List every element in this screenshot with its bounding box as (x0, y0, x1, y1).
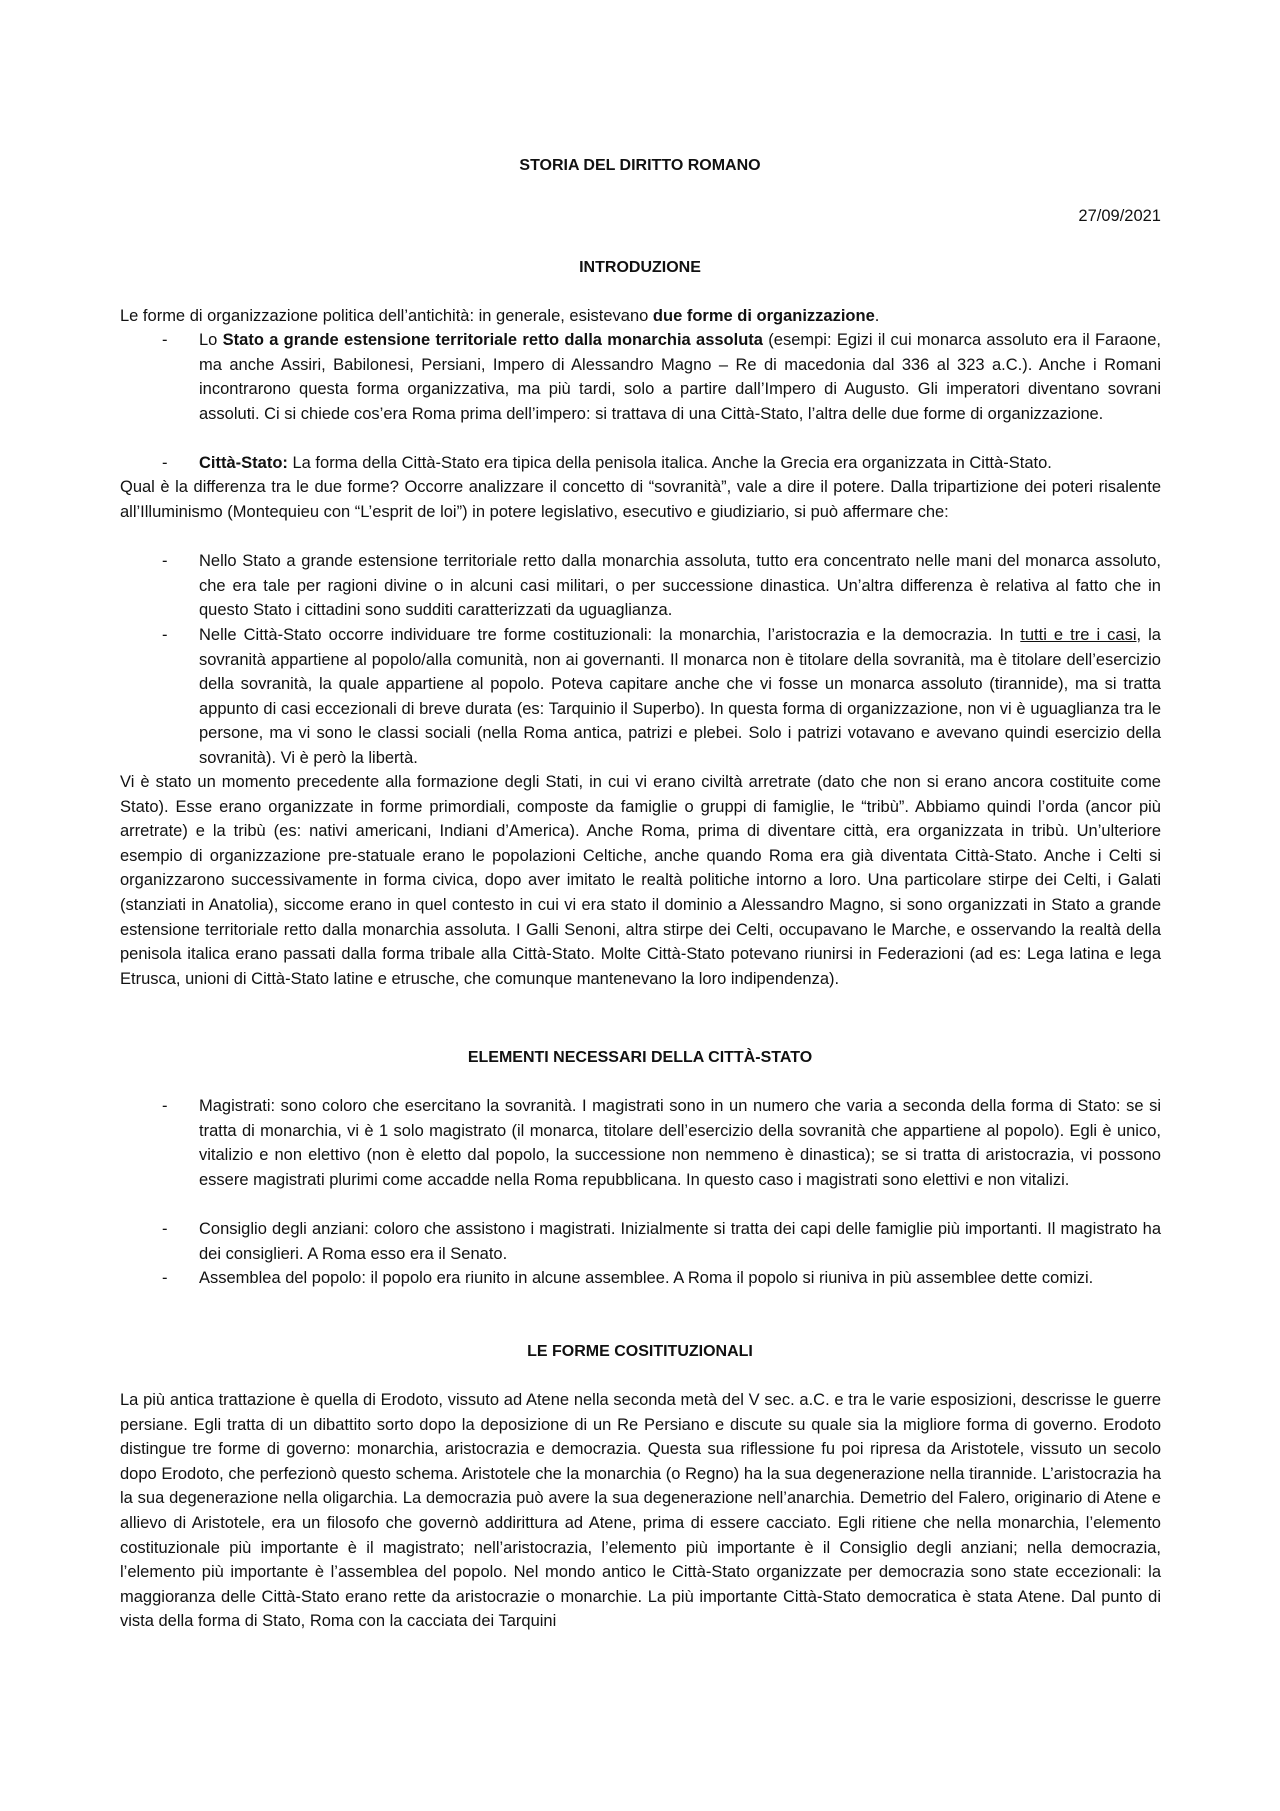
list-dash: - (162, 1269, 168, 1287)
intro-paragraph-2: Qual è la differenza tra le due forme? Occorre analizzare il concetto di “sovranità”, vale a dire il potere. Dalla tripartizione dei poteri risalente all’Illuminismo (Montequieu con “L’esprit de loi”) in potere legislativo, esecutivo e giudiziario, si può affermare che: (120, 478, 1161, 521)
item-text: Nelle Città-Stato occorre individuare tre forme costituzionali: la monarchia, l’aristocrazia e la democrazia. In (199, 626, 1021, 644)
document-date: 27/09/2021 (1078, 207, 1161, 225)
list-dash: - (162, 626, 168, 644)
intro-list-item-monarchia: Nello Stato a grande estensione territoriale retto dalla monarchia assoluta, tutto era concentrato nelle mani del monarca assoluto, che era tale per ragioni divine o in alcuni casi militari, o per successione dinastica. Un’altra differenza è relativa al fatto che in questo Stato i cittadini sono sudditi caratterizzati da uguaglianza. (199, 552, 1161, 620)
list-dash: - (162, 552, 168, 570)
elementi-item-magistrati: Magistrati: sono coloro che esercitano la sovranità. I magistrati sono in un numero che varia a seconda della forma di Stato: se si tratta di monarchia, vi è 1 solo magistrato (il monarca, titolare dell’esercizio della sovranità che appartiene al popolo). Egli è unico, vitalizio e non elettivo (non è eletto dal popolo, la successione non nemmeno è dinastica); se si tratta di aristocrazia, vi possono essere magistrati plurimi come accadde nella Roma repubblicana. In questo caso i magistrati sono elettivi e non vitalizi. (199, 1097, 1161, 1189)
intro-list-item-forme (199, 623, 1161, 771)
item-underlined: tutti e tre i casi (1020, 626, 1137, 644)
intro-p1-bold: due forme di organizzazione (652, 307, 875, 325)
document-title: STORIA DEL DIRITTO ROMANO (519, 157, 761, 174)
item-text: La forma della Città-Stato era tipica della penisola italica. Anche la Grecia era organizzata in Città-Stato. (287, 454, 1052, 472)
elementi-item-assemblea: Assemblea del popolo: il popolo era riunito in alcune assemblee. A Roma il popolo si riuniva in più assemblee dette comizi. (199, 1269, 1094, 1287)
forme-paragraph-1: La più antica trattazione è quella di Erodoto, vissuto ad Atene nella seconda metà del V sec. a.C. e tra le varie esposizioni, descrisse le guerre persiane. Egli tratta di un dibattito sorto dopo la deposizione di un Re Persiano e discute su quale sia la migliore forma di governo. Erodoto distingue tre forme di governo: monarchia, aristocrazia e democrazia. Questa sua riflessione fu poi ripresa da Aristotele, vissuto un secolo dopo Erodoto, che perfezionò questo schema. Aristotele che la monarchia (o Regno) ha la sua degenerazione nella tirannide. L’aristocrazia ha la sua degenerazione nella oligarchia. La democrazia può avere la sua degenerazione nell’anarchia. Demetrio del Falero, originario di Atene e allievo di Aristotele, era un filosofo che governò addirittura ad Atene, prima di essere cacciato. Egli ritiene che nella monarchia, l’elemento costituzionale più importante è il magistrato; nell’aristocrazia, l’elemento più importante è il Consiglio degli anziani; nella democrazia, l’elemento più importante è l’assemblea del popolo. Nel mondo antico le Città-Stato organizzate per democrazia sono state eccezionali: la maggioranza delle Città-Stato erano rette da aristocrazie o monarchie. La più importante Città-Stato democratica è stata Atene. Dal punto di vista della forma di Stato, Roma con la cacciata dei Tarquini (120, 1391, 1161, 1631)
item-bold: Stato a grande estensione territoriale retto dalla monarchia assoluta (222, 331, 763, 349)
intro-p1-text: Le forme di organizzazione politica dell’antichità: in generale, esistevano (120, 307, 653, 325)
list-dash: - (162, 1220, 168, 1238)
heading-introduzione: INTRODUZIONE (579, 259, 701, 276)
intro-paragraph-3: Vi è stato un momento precedente alla formazione degli Stati, in cui vi erano civiltà arretrate (dato che non si erano ancora costituite come Stato). Esse erano organizzate in forme primordiali, composte da famiglie o gruppi di famiglie, le “tribù”. Abbiamo quindi l’orda (ancor più arretrate) e la tribù (es: nativi americani, Indiani d’America). Anche Roma, prima di diventare città, era organizzata in tribù. Un’ulteriore esempio di organizzazione pre-statuale erano le popolazioni Celtiche, anche quando Roma era già diventata Città-Stato. Anche i Celti si organizzarono successivamente in forma civica, dopo aver imitato le realtà politiche intorno a loro. Una particolare stirpe dei Celti, i Galati (stanziati in Anatolia), siccome erano in quel contesto in cui vi era stato il dominio a Alessandro Magno, si sono organizzati in Stato a grande estensione territoriale retto dalla monarchia assoluta. I Galli Senoni, altra stirpe dei Celti, occupavano le Marche, e osservando la realtà della penisola italica erano passati dalla forma tribale alla Città-Stato. Molte Città-Stato potevano riunirsi in Federazioni (ad es: Lega latina e lega Etrusca, unioni di Città-Stato latine e etrusche, che comunque mantenevano la loro indipendenza). (120, 773, 1161, 988)
heading-elementi: ELEMENTI NECESSARI DELLA CITTÀ-STATO (467, 1049, 813, 1066)
item-text: Lo (199, 331, 223, 349)
elementi-item-consiglio: Consiglio degli anziani: coloro che assistono i magistrati. Inizialmente si tratta dei capi delle famiglie più importanti. Il magistrato ha dei consiglieri. A Roma esso era il Senato. (199, 1220, 1161, 1263)
item-text: , la sovranità appartiene al popolo/alla comunità, non ai governanti. Il monarca non è titolare della sovranità, ma è titolare dell’esercizio della sovranità, la quale appartiene al popolo. Poteva capitare anche che vi fosse un monarca assoluto (tirannide), ma si tratta appunto di casi eccezionali di breve durata (es: Tarquinio il Superbo). In questa forma di organizzazione, non vi è uguaglianza tra le persone, ma vi sono le classi sociali (nella Roma antica, patrizi e plebei. Solo i patrizi votavano e avevano quindi esercizio della sovranità). Vi è però la libertà. (199, 626, 1161, 767)
heading-forme: LE FORME COSITITUZIONALI (527, 1343, 753, 1360)
intro-p1-end: . (874, 307, 880, 325)
list-dash: - (162, 454, 168, 472)
list-dash: - (162, 331, 168, 349)
intro-paragraph-1 (120, 304, 1161, 329)
item-bold: Città-Stato: (199, 454, 288, 472)
list-dash: - (162, 1097, 168, 1115)
item-text: (esempi: Egizi il cui monarca assoluto era il Faraone, ma anche Assiri, Babilonesi, Persiani, Impero di Alessandro Magno – Re di macedonia dal 336 al 323 a.C.). Anche i Romani incontrarono questa forma organizzativa, ma più tardi, solo a partire dall’Impero di Augusto. Gli imperatori diventano sovrani assoluti. Ci si chiede cos’era Roma prima dell’impero: si trattava di una Città-Stato, l’altra delle due forme di organizzazione. (199, 331, 1161, 423)
intro-list-item-stato (199, 328, 1161, 426)
intro-list-item-citta-stato (199, 451, 1161, 476)
